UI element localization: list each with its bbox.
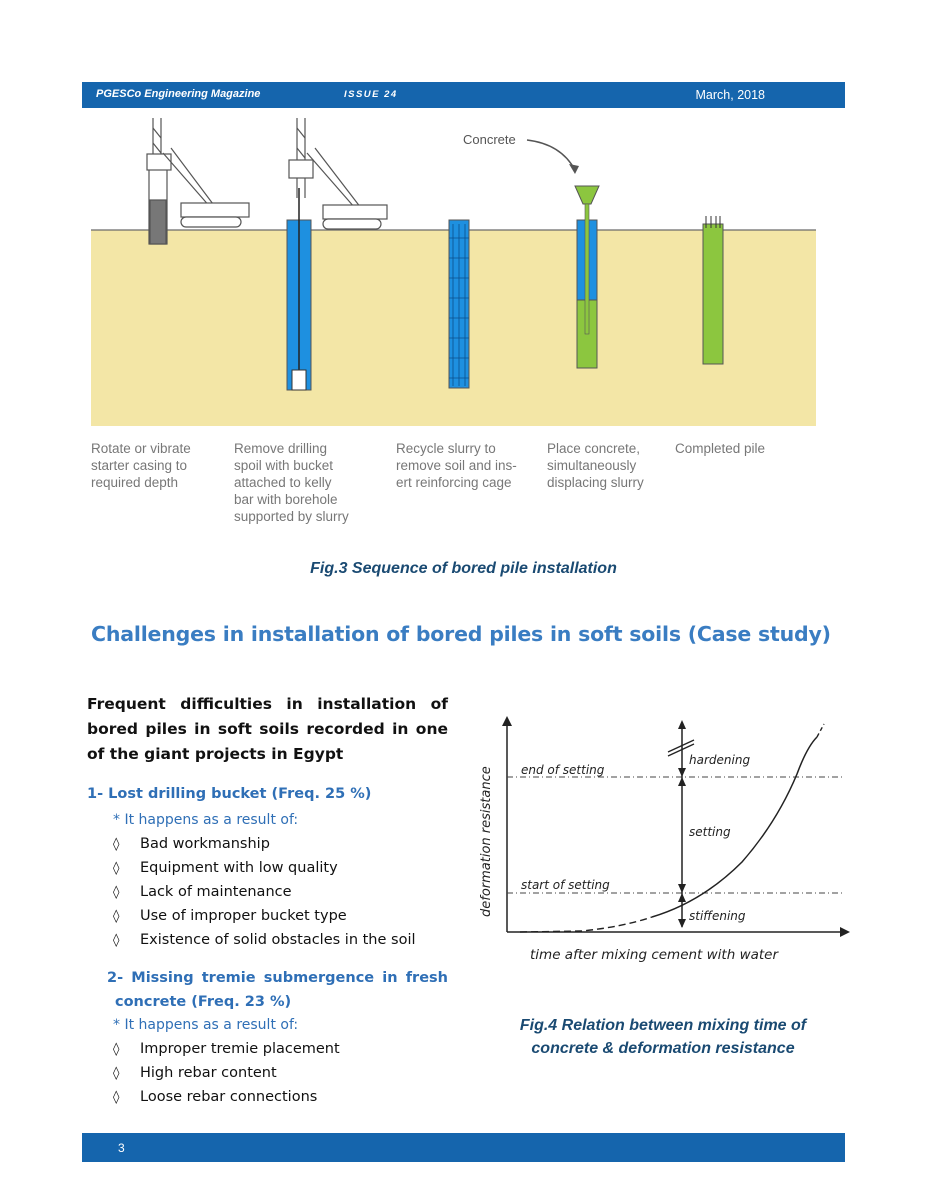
setting-diagram (472, 712, 852, 972)
concrete-label: Concrete (463, 132, 516, 147)
completed-pile (703, 216, 723, 364)
hardening-label: hardening (689, 753, 751, 767)
magazine-name: PGESCo Engineering Magazine (96, 88, 261, 100)
item1-heading: 1- Lost drilling bucket (Freq. 25 %) (87, 786, 372, 802)
step-label: displacing slurry (547, 475, 644, 490)
bored-pile-sequence-figure (91, 108, 816, 538)
item1-subheading: * It happens as a result of: (113, 812, 299, 828)
step-label: supported by slurry (234, 509, 349, 524)
step-label: simultaneously (547, 458, 637, 473)
diamond-bullet-icon: ◊ (113, 861, 120, 876)
fig3-caption: Fig.3 Sequence of bored pile installation (310, 560, 617, 577)
list-item: ◊ Equipment with low quality (113, 860, 338, 876)
stiffening-label: stiffening (689, 909, 746, 923)
item2-heading: 2- Missing tremie submergence in fresh concrete (Freq. 23 %) (107, 970, 448, 1010)
diamond-bullet-icon: ◊ (113, 933, 120, 948)
list-item: ◊ Existence of solid obstacles in the soil (113, 932, 416, 948)
diamond-bullet-icon: ◊ (113, 1042, 120, 1057)
diamond-bullet-icon: ◊ (113, 1066, 120, 1081)
issue-number: ISSUE 24 (344, 89, 398, 100)
step-label: starter casing to (91, 458, 188, 473)
step-label: required depth (91, 475, 179, 490)
drilling-rig-2 (289, 118, 387, 229)
step-label: Completed pile (675, 441, 766, 456)
page-number: 3 (118, 1141, 125, 1155)
start-of-setting-label: start of setting (521, 878, 610, 892)
list-item: ◊ High rebar content (113, 1065, 277, 1081)
step-label: ert reinforcing cage (396, 475, 512, 490)
step-label: remove soil and ins- (396, 458, 517, 473)
diamond-bullet-icon: ◊ (113, 885, 120, 900)
diamond-bullet-icon: ◊ (113, 837, 120, 852)
step-label: Recycle slurry to (396, 441, 496, 456)
x-axis-label: time after mixing cement with water (530, 947, 779, 963)
y-axis-label: deformation resistance (479, 766, 494, 917)
section-title: Challenges in installation of bored piles in soft soils (Case study) (91, 622, 831, 646)
list-item: ◊ Loose rebar connections (113, 1089, 318, 1105)
step-label: spoil with bucket (234, 458, 334, 473)
list-item: ◊ Improper tremie placement (113, 1041, 340, 1057)
issue-date: March, 2018 (695, 88, 765, 102)
drilling-bucket (292, 370, 306, 390)
list-item: ◊ Use of improper bucket type (113, 908, 347, 924)
step-label: Place concrete, (547, 441, 641, 456)
list-item: ◊ Bad workmanship (113, 836, 270, 852)
intro-paragraph: Frequent difficulties in installation of bored piles in soft soils recorded in one of the giant projects in Egypt (87, 695, 448, 763)
resistance-curve-dashed (520, 917, 652, 932)
fig4-caption: Fig.4 Relation between mixing time of concrete & deformation resistance (519, 1017, 807, 1057)
header-bar (82, 82, 845, 108)
setting-label: setting (689, 825, 731, 839)
list-item: ◊ Lack of maintenance (113, 884, 292, 900)
step-label: Remove drilling (234, 441, 328, 456)
slurry-with-rebar-cage (449, 220, 469, 388)
diamond-bullet-icon: ◊ (113, 909, 120, 924)
drilling-rig-1 (147, 118, 249, 244)
diamond-bullet-icon: ◊ (113, 1090, 120, 1105)
footer-bar (82, 1133, 845, 1162)
item2-subheading: * It happens as a result of: (113, 1017, 299, 1033)
end-of-setting-label: end of setting (521, 763, 605, 777)
step-label: Rotate or vibrate (91, 441, 191, 456)
step-label: attached to kelly (234, 475, 332, 490)
step-label: bar with borehole (234, 492, 338, 507)
